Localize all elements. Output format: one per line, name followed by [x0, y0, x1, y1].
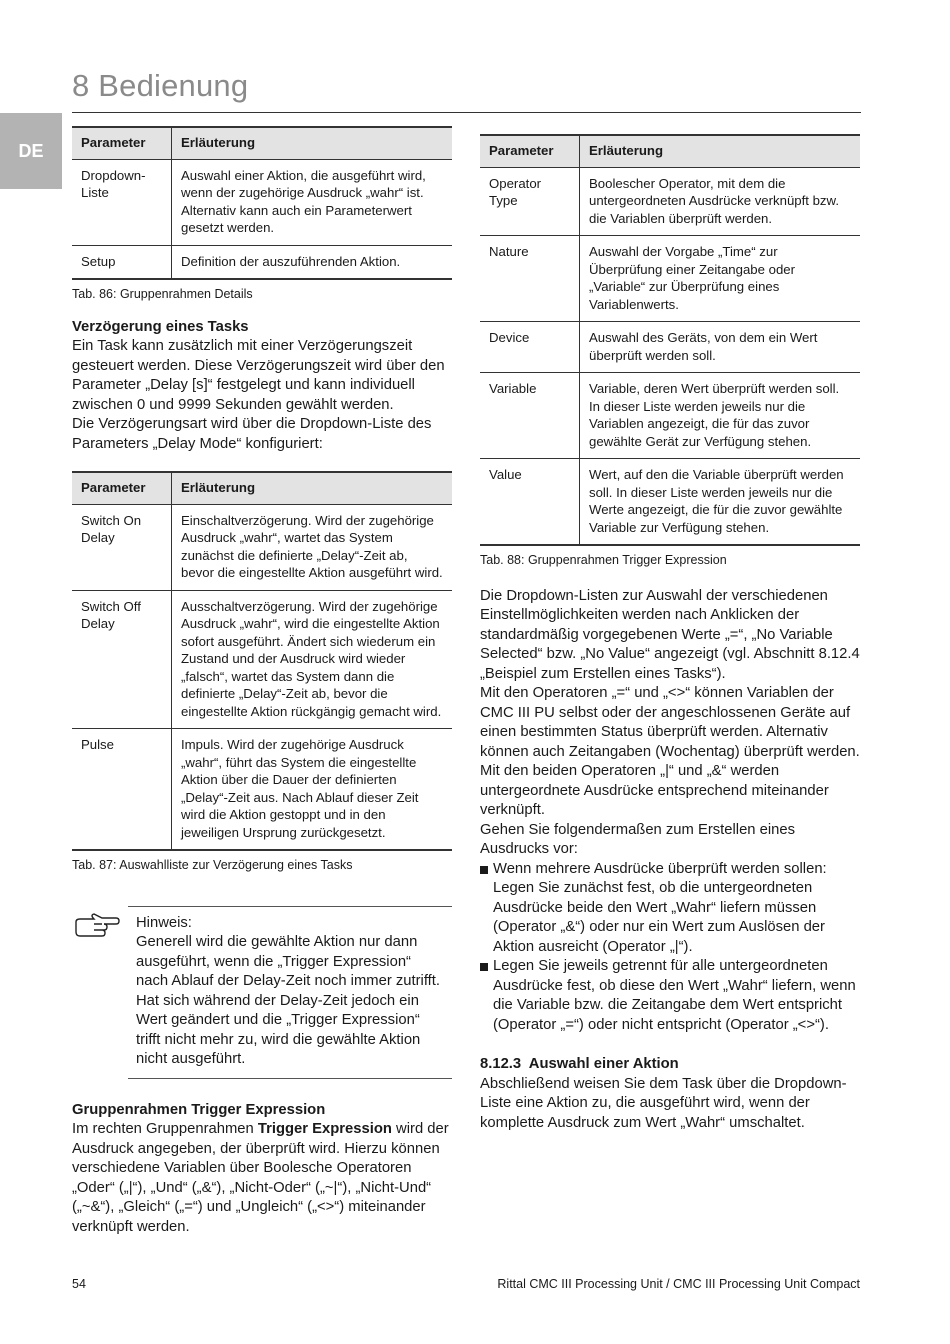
table-header-row	[480, 135, 860, 167]
table-cell-explanation: Boolescher Operator, mit dem die untergeordneten Ausdrücke verknüpft bzw. die Variablen überprüft werden.	[580, 167, 861, 236]
footer-product: Rittal CMC III Processing Unit / CMC III Processing Unit Compact	[497, 1277, 860, 1291]
table-row	[72, 729, 452, 851]
note-title: Hinweis:	[136, 914, 192, 931]
table-cell-parameter: Switch Off Delay	[72, 590, 172, 729]
paragraph: Ein Task kann zusätzlich mit einer Verzögerungszeit gesteuert werden. Diese Verzögerungszeit wird über den Parameter „Delay [s]“ festgelegt und kann individuell zwischen 0 und 9999 Sekunden gewählt werden.	[72, 338, 445, 413]
table-cell-explanation: Impuls. Wird der zugehörige Ausdruck „wahr“, führt das System die eingestellte Aktion über die Dauer der definierten „Delay“-Zeit aus. Nach Ablauf dieser Zeit wird die Aktion gestoppt und in den jeweiligen Ursprung zurückgesetzt.	[172, 729, 453, 851]
table-cell-parameter: Setup	[72, 245, 172, 279]
table-cell-explanation: Einschaltverzögerung. Wird der zugehörige Ausdruck „wahr“, wartet das System zunächst die definierte „Delay“-Zeit ab, bevor die eingestellte Aktion ausgeführt wird.	[172, 504, 453, 590]
list-item: Legen Sie jeweils getrennt für alle untergeordneten Ausdrücke fest, ob diese den Wert „Wahr“ liefern, wenn die Variable bzw. die Zeitangabe dem Wert entspricht (Operator „=“) oder nicht entspricht (Operator „<>“).	[480, 957, 860, 1035]
paragraph	[72, 1120, 452, 1237]
table-header-parameter: Parameter	[72, 127, 172, 159]
table-row	[72, 159, 452, 245]
table-row	[480, 322, 860, 373]
table-header-row	[72, 127, 452, 159]
section-heading: Gruppenrahmen Trigger Expression	[72, 1101, 326, 1118]
table-row	[72, 504, 452, 590]
table-cell-parameter: Nature	[480, 236, 580, 322]
table-row	[480, 373, 860, 459]
note-text: Generell wird die gewählte Aktion nur dann ausgeführt, wenn die „Trigger Expression“ nach Ablauf der Delay-Zeit noch immer zutrifft. Hat sich während der Delay-Zeit jedoch ein Wert geändert und die „Trigger Expression“ trifft nicht mehr zu, wird die gewählte Aktion nicht ausgeführt.	[136, 934, 441, 1067]
paragraph: Die Dropdown-Listen zur Auswahl der verschiedenen Einstellmöglichkeiten werden nach Anklicken der standardmäßig vorgegebenen Werte „=“, „No Variable Selected“ bzw. „No Value“ angezeigt (vgl. Abschnitt 8.12.4 „Beispiel zum Erstellen eines Tasks“).	[480, 587, 860, 682]
table-row	[72, 245, 452, 279]
note-box	[72, 906, 452, 1079]
paragraph: Mit den beiden Operatoren „|“ und „&“ werden untergeordnete Ausdrücke entsprechend miteinander verknüpft.	[480, 763, 829, 818]
table-cell-parameter: Dropdown- Liste	[72, 159, 172, 245]
table-cell-explanation: Auswahl des Geräts, von dem ein Wert überprüft werden soll.	[580, 322, 861, 373]
table-header-explanation: Erläuterung	[580, 135, 861, 167]
paragraph-text: Im rechten Gruppenrahmen	[72, 1121, 258, 1137]
subsection-heading: 8.12.3 Auswahl einer Aktion	[480, 1056, 679, 1072]
pointing-hand-icon	[72, 906, 128, 1079]
right-column	[480, 134, 860, 1133]
page-number: 54	[72, 1277, 86, 1291]
table-row	[72, 590, 452, 729]
table-cell-explanation: Auswahl einer Aktion, die ausgeführt wird, wenn der zugehörige Ausdruck „wahr“ ist. Alternativ kann auch ein Parameterwert gesetzt werden.	[172, 159, 453, 245]
paragraph: Abschließend weisen Sie dem Task über die Dropdown-Liste eine Aktion zu, die ausgeführt wird, wenn der komplette Ausdruck zum Wert „Wahr“ umschaltet.	[480, 1075, 847, 1131]
paragraph-bold-text: Trigger Expression	[257, 1121, 392, 1137]
table-cell-parameter: Device	[480, 322, 580, 373]
table-caption: Tab. 86: Gruppenrahmen Details	[72, 287, 253, 301]
language-tab: DE	[0, 113, 62, 189]
header-divider	[72, 112, 861, 113]
paragraph: Die Verzögerungsart wird über die Dropdown-Liste des Parameters „Delay Mode“ konfiguriert:	[72, 416, 432, 452]
table-cell-parameter: Switch On Delay	[72, 504, 172, 590]
table-caption: Tab. 88: Gruppenrahmen Trigger Expression	[480, 553, 727, 567]
table-87	[72, 471, 452, 851]
table-header-explanation: Erläuterung	[172, 127, 453, 159]
chapter-title: 8 Bedienung	[72, 68, 249, 103]
table-header-parameter: Parameter	[480, 135, 580, 167]
table-cell-explanation: Auswahl der Vorgabe „Time“ zur Überprüfung einer Zeitangabe oder „Variable“ zur Überprüfung eines Variablenwerts.	[580, 236, 861, 322]
table-row	[480, 167, 860, 236]
table-86	[72, 126, 452, 280]
note-body	[128, 906, 452, 1079]
table-header-explanation: Erläuterung	[172, 472, 453, 504]
left-column	[72, 126, 452, 1237]
table-88	[480, 134, 860, 546]
paragraph: Gehen Sie folgendermaßen zum Erstellen eines Ausdrucks vor:	[480, 821, 796, 857]
table-cell-explanation: Variable, deren Wert überprüft werden soll. In dieser Liste werden jeweils nur die Variablen angezeigt, die für das zuvor gewählte Gerät zur Verfügung stehen.	[580, 373, 861, 459]
table-cell-parameter: Operator Type	[480, 167, 580, 236]
paragraph-text: wird der Ausdruck angegeben, der überprüft wird. Hierzu können verschiedene Variablen über Boolesche Operatoren „Oder“ („|“), „Und“ („&“), „Nicht-Oder“ („~|“), „Nicht-Und“ („~&“), „Gleich“ („=“) und „Ungleich“ („<>“) miteinander verknüpft werden.	[72, 1121, 449, 1235]
table-row	[480, 459, 860, 546]
table-cell-explanation: Ausschaltverzögerung. Wird der zugehörige Ausdruck „wahr“, wird die eingestellte Aktion sofort ausgeführt. Ändert sich wiederum ein Zustand und der Ausdruck wird wieder „falsch“, wartet das System dann die definierte „Delay“-Zeit ab, bevor die eingestellte Aktion rückgängig gemacht wird.	[172, 590, 453, 729]
table-caption: Tab. 87: Auswahlliste zur Verzögerung eines Tasks	[72, 858, 353, 872]
table-cell-parameter: Variable	[480, 373, 580, 459]
section-heading: Verzögerung eines Tasks	[72, 318, 249, 335]
paragraph: Mit den Operatoren „=“ und „<>“ können Variablen der CMC III PU selbst oder der angeschlossenen Geräte auf einen bestimmten Status überprüft werden. Alternativ können auch Zeitangaben (Wochentag) überprüft werden.	[480, 685, 860, 760]
list-item: Wenn mehrere Ausdrücke überprüft werden sollen: Legen Sie zunächst fest, ob die untergeordneten Ausdrücke beide den Wert „Wahr“ liefern müssen (Operator „&“) oder nur ein Wert zum Auslösen der Aktion ausreicht (Operator „|“).	[480, 860, 860, 958]
table-header-parameter: Parameter	[72, 472, 172, 504]
table-cell-explanation: Wert, auf den die Variable überprüft werden soll. In dieser Liste werden jeweils nur die Werte angezeigt, die für die zuvor gewählte Variable zur Verfügung stehen.	[580, 459, 861, 546]
table-cell-explanation: Definition der auszuführenden Aktion.	[172, 245, 453, 279]
table-cell-parameter: Pulse	[72, 729, 172, 851]
bullet-list	[480, 860, 860, 1036]
table-row	[480, 236, 860, 322]
table-header-row	[72, 472, 452, 504]
table-cell-parameter: Value	[480, 459, 580, 546]
